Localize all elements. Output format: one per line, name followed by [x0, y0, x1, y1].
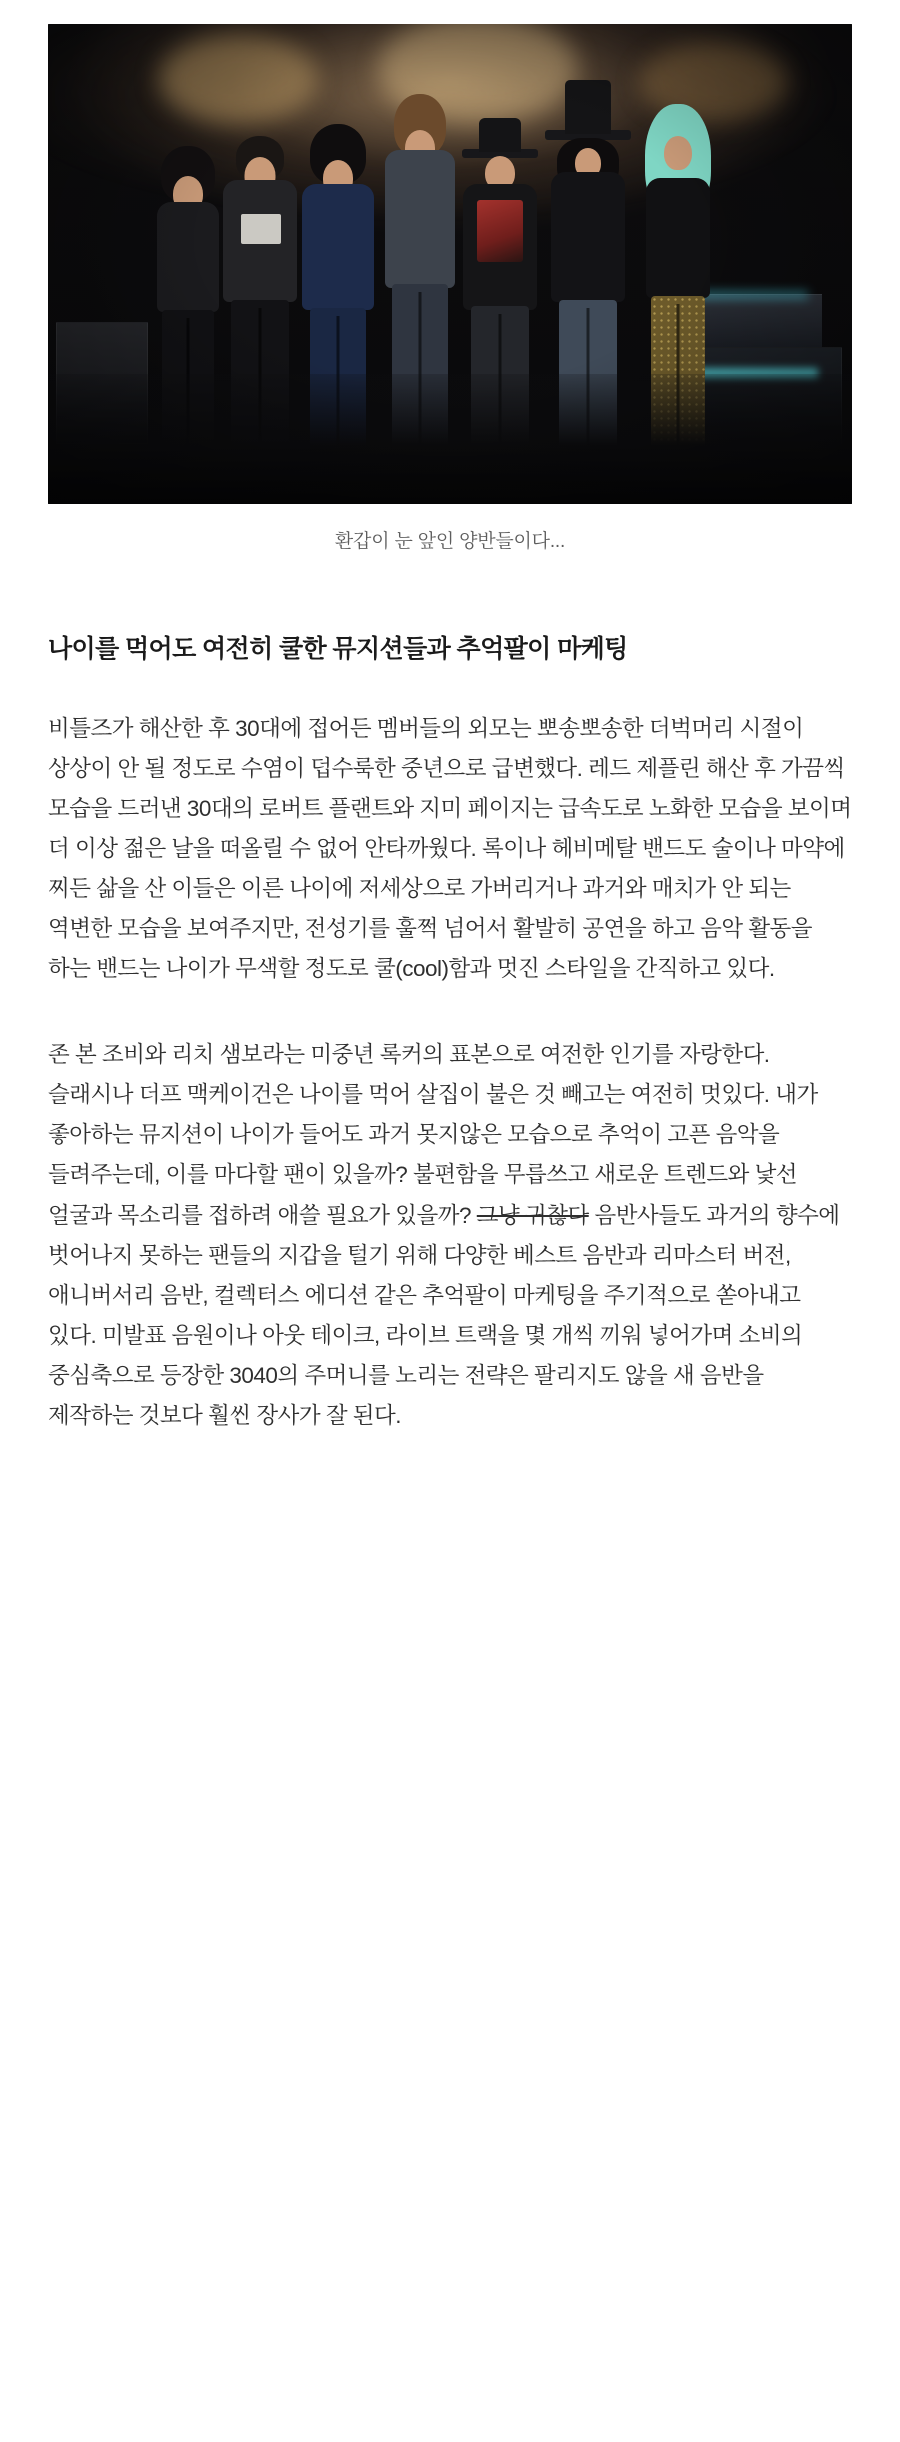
article-paragraph-2 — [48, 1035, 852, 1435]
page-title: 나이를 먹어도 여전히 쿨한 뮤지션들과 추억팔이 마케팅 — [48, 635, 628, 663]
hero-figure — [48, 24, 852, 553]
stage-floor — [48, 374, 852, 504]
image-caption: 환갑이 눈 앞인 양반들이다... — [334, 531, 566, 552]
band-photo — [48, 24, 852, 504]
struck-through-text: 그냥 귀찮다 — [476, 1202, 589, 1228]
article-paragraph-1: 비틀즈가 해산한 후 30대에 접어든 멤버들의 외모는 뽀송뽀송한 더벅머리 시절이 상상이 안 될 정도로 수염이 덥수룩한 중년으로 급변했다. 레드 제플린 해산 후 가끔씩 모습을 드러낸 30대의 로버트 플랜트와 지미 페이지는 급속도로 노화한 모습을 보이며 더 이상 젊은 날을 떠올릴 수 없어 안타까웠다. 록이나 헤비메탈 밴드도 술이나 마약에 찌든 삶을 산 이들은 이른 나이에 저세상으로 가버리거나 과거와 매치가 안 되는 역변한 모습을 보여주지만, 전성기를 훌쩍 넘어서 활발히 공연을 하고 음악 활동을 하는 밴드는 나이가 무색할 정도로 쿨(cool)함과 멋진 스타일을 간직하고 있다. — [48, 716, 852, 982]
paragraph-2-segment-before: 존 본 조비와 리치 샘보라는 미중년 록커의 표본으로 여전한 인기를 자랑한다. 슬래시나 더프 맥케이건은 나이를 먹어 살집이 불은 것 빼고는 여전히 멋있다. 내가 좋아하는 뮤지션이 나이가 들어도 과거 못지않은 모습으로 추억이 고픈 음악을 들려주는데, 이를 마다할 팬이 있을까? 불편함을 무릅쓰고 새로운 트렌드와 낯선 얼굴과 목소리를 접하려 애쓸 필요가 있을까? — [48, 1042, 818, 1228]
paragraph-2-segment-after: 음반사들도 과거의 향수에 벗어나지 못하는 팬들의 지갑을 털기 위해 다양한 베스트 음반과 리마스터 버전, 애니버서리 음반, 컬렉터스 에디션 같은 추억팔이 마케팅을 주기적으로 쏟아내고 있다. 미발표 음원이나 아웃 테이크, 라이브 트랙을 몇 개씩 끼워 넣어가며 소비의 중심축으로 등장한 3040의 주머니를 노리는 전략은 팔리지도 않을 새 음반을 제작하는 것보다 훨씬 장사가 잘 된다. — [48, 1202, 840, 1428]
